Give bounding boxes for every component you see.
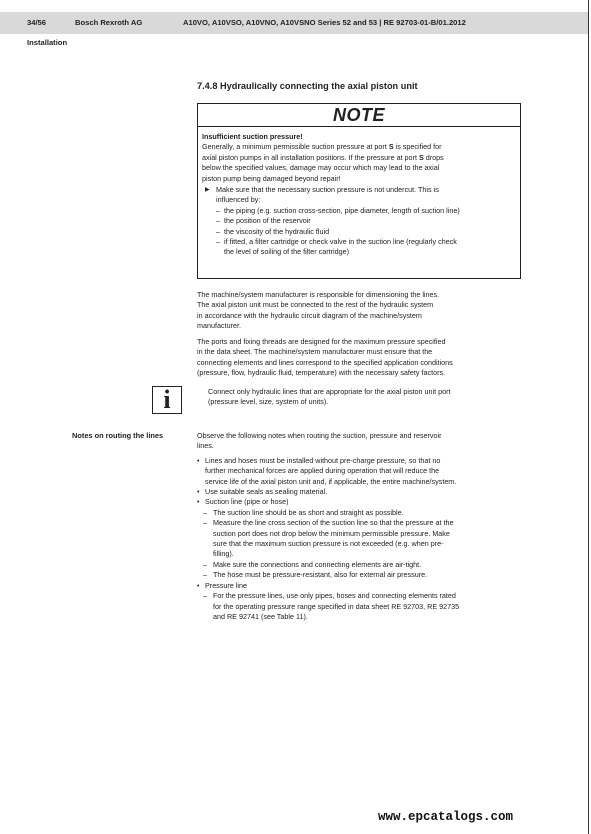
dash-item: – Make sure the connections and connecting elements are air-tight. [203,559,422,569]
bullet-item: • Pressure line [197,580,247,590]
dash-item: – Measure the line cross section of the suction line so that the pressure at the suction port does not drop below the minimum permissible pressure. Make sure that the maximum suction pressure is not exceeded (e.g. when pre- filling). [203,518,454,559]
routing-heading: Notes on routing the lines [72,431,164,440]
note-box [197,103,521,279]
bullet-item: • Use suitable seals as sealing material. [197,487,328,497]
document-title: A10VO, A10VSO, A10VNO, A10VSNO Series 52 and 53 | RE 92703-01-B/01.2012 [183,18,466,27]
triangle-bullet-icon: ▶ [205,187,210,194]
routing-intro: Observe the following notes when routing the suction, pressure and reservoir lines. [197,431,442,451]
note-item: – the position of the reservoir [216,216,311,226]
section-title: 7.4.8 Hydraulically connecting the axial piston unit [197,81,418,91]
note-item: – the viscosity of the hydraulic fluid [216,226,330,236]
page-number: 34/56 [27,18,47,27]
info-text: Connect only hydraulic lines that are appropriate for the axial piston unit port (pressure level, size, system of units). [208,387,451,407]
note-subtitle: Insufficient suction pressure! [202,132,303,141]
note-item: – if fitted, a filter cartridge or check valve in the suction line (regularly check the level of soiling of the filter cartridge) [216,237,457,257]
note-instruction: ▶ Make sure that the necessary suction pressure is not undercut. This is influenced by: [205,185,439,205]
paragraph-dimensioning: The machine/system manufacturer is responsible for dimensioning the lines. The axial piston unit must be connected to the rest of the hydraulic system in accordance with the hydraulic circuit diagram of the machine/system manufacturer. [197,290,440,331]
bullet-item: • Suction line (pipe or hose) [197,497,289,507]
company-name: Bosch Rexroth AG [75,18,143,27]
dash-item: – The hose must be pressure-resistant, also for external air pressure. [203,570,428,580]
note-text: Generally, a minimum permissible suction pressure at port S is specified for axial piston pumps in all installation positions. If the pressure at port S drops below the specified values, damage may occur which may lead to the axial piston pump being damaged beyond repair! [202,142,444,183]
info-icon: i [152,386,182,414]
page-edge-rule [588,0,589,834]
paragraph-ports: The ports and fixing threads are designed for the maximum pressure specified in the data sheet. The machine/system manufacturer must ensure that the connecting elements and lines correspond to the specified application conditions (pressure, flow, hydraulic fluid, temperature) with the necessary safety factors. [197,337,453,378]
note-label: NOTE [198,104,520,127]
dash-item: – The suction line should be as short and straight as possible. [203,507,404,517]
dash-item: – For the pressure lines, use only pipes, hoses and connecting elements rated for the operating pressure range specified in data sheet RE 92703, RE 92735 and RE 92741 (see Table 11). [203,591,460,621]
section-label: Installation [27,38,68,47]
note-body [198,127,520,258]
routing-notes [197,431,527,622]
watermark-link[interactable]: www.epcatalogs.com [378,810,514,824]
bullet-item: • Lines and hoses must be installed without pre-charge pressure, so that no further mechanical forces are applied during operation that will reduce the service life of the axial piston unit and, if applicable, the entire machine/system. [197,455,457,486]
note-item: – the piping (e.g. suction cross-section, pipe diameter, length of suction line) [216,205,460,215]
